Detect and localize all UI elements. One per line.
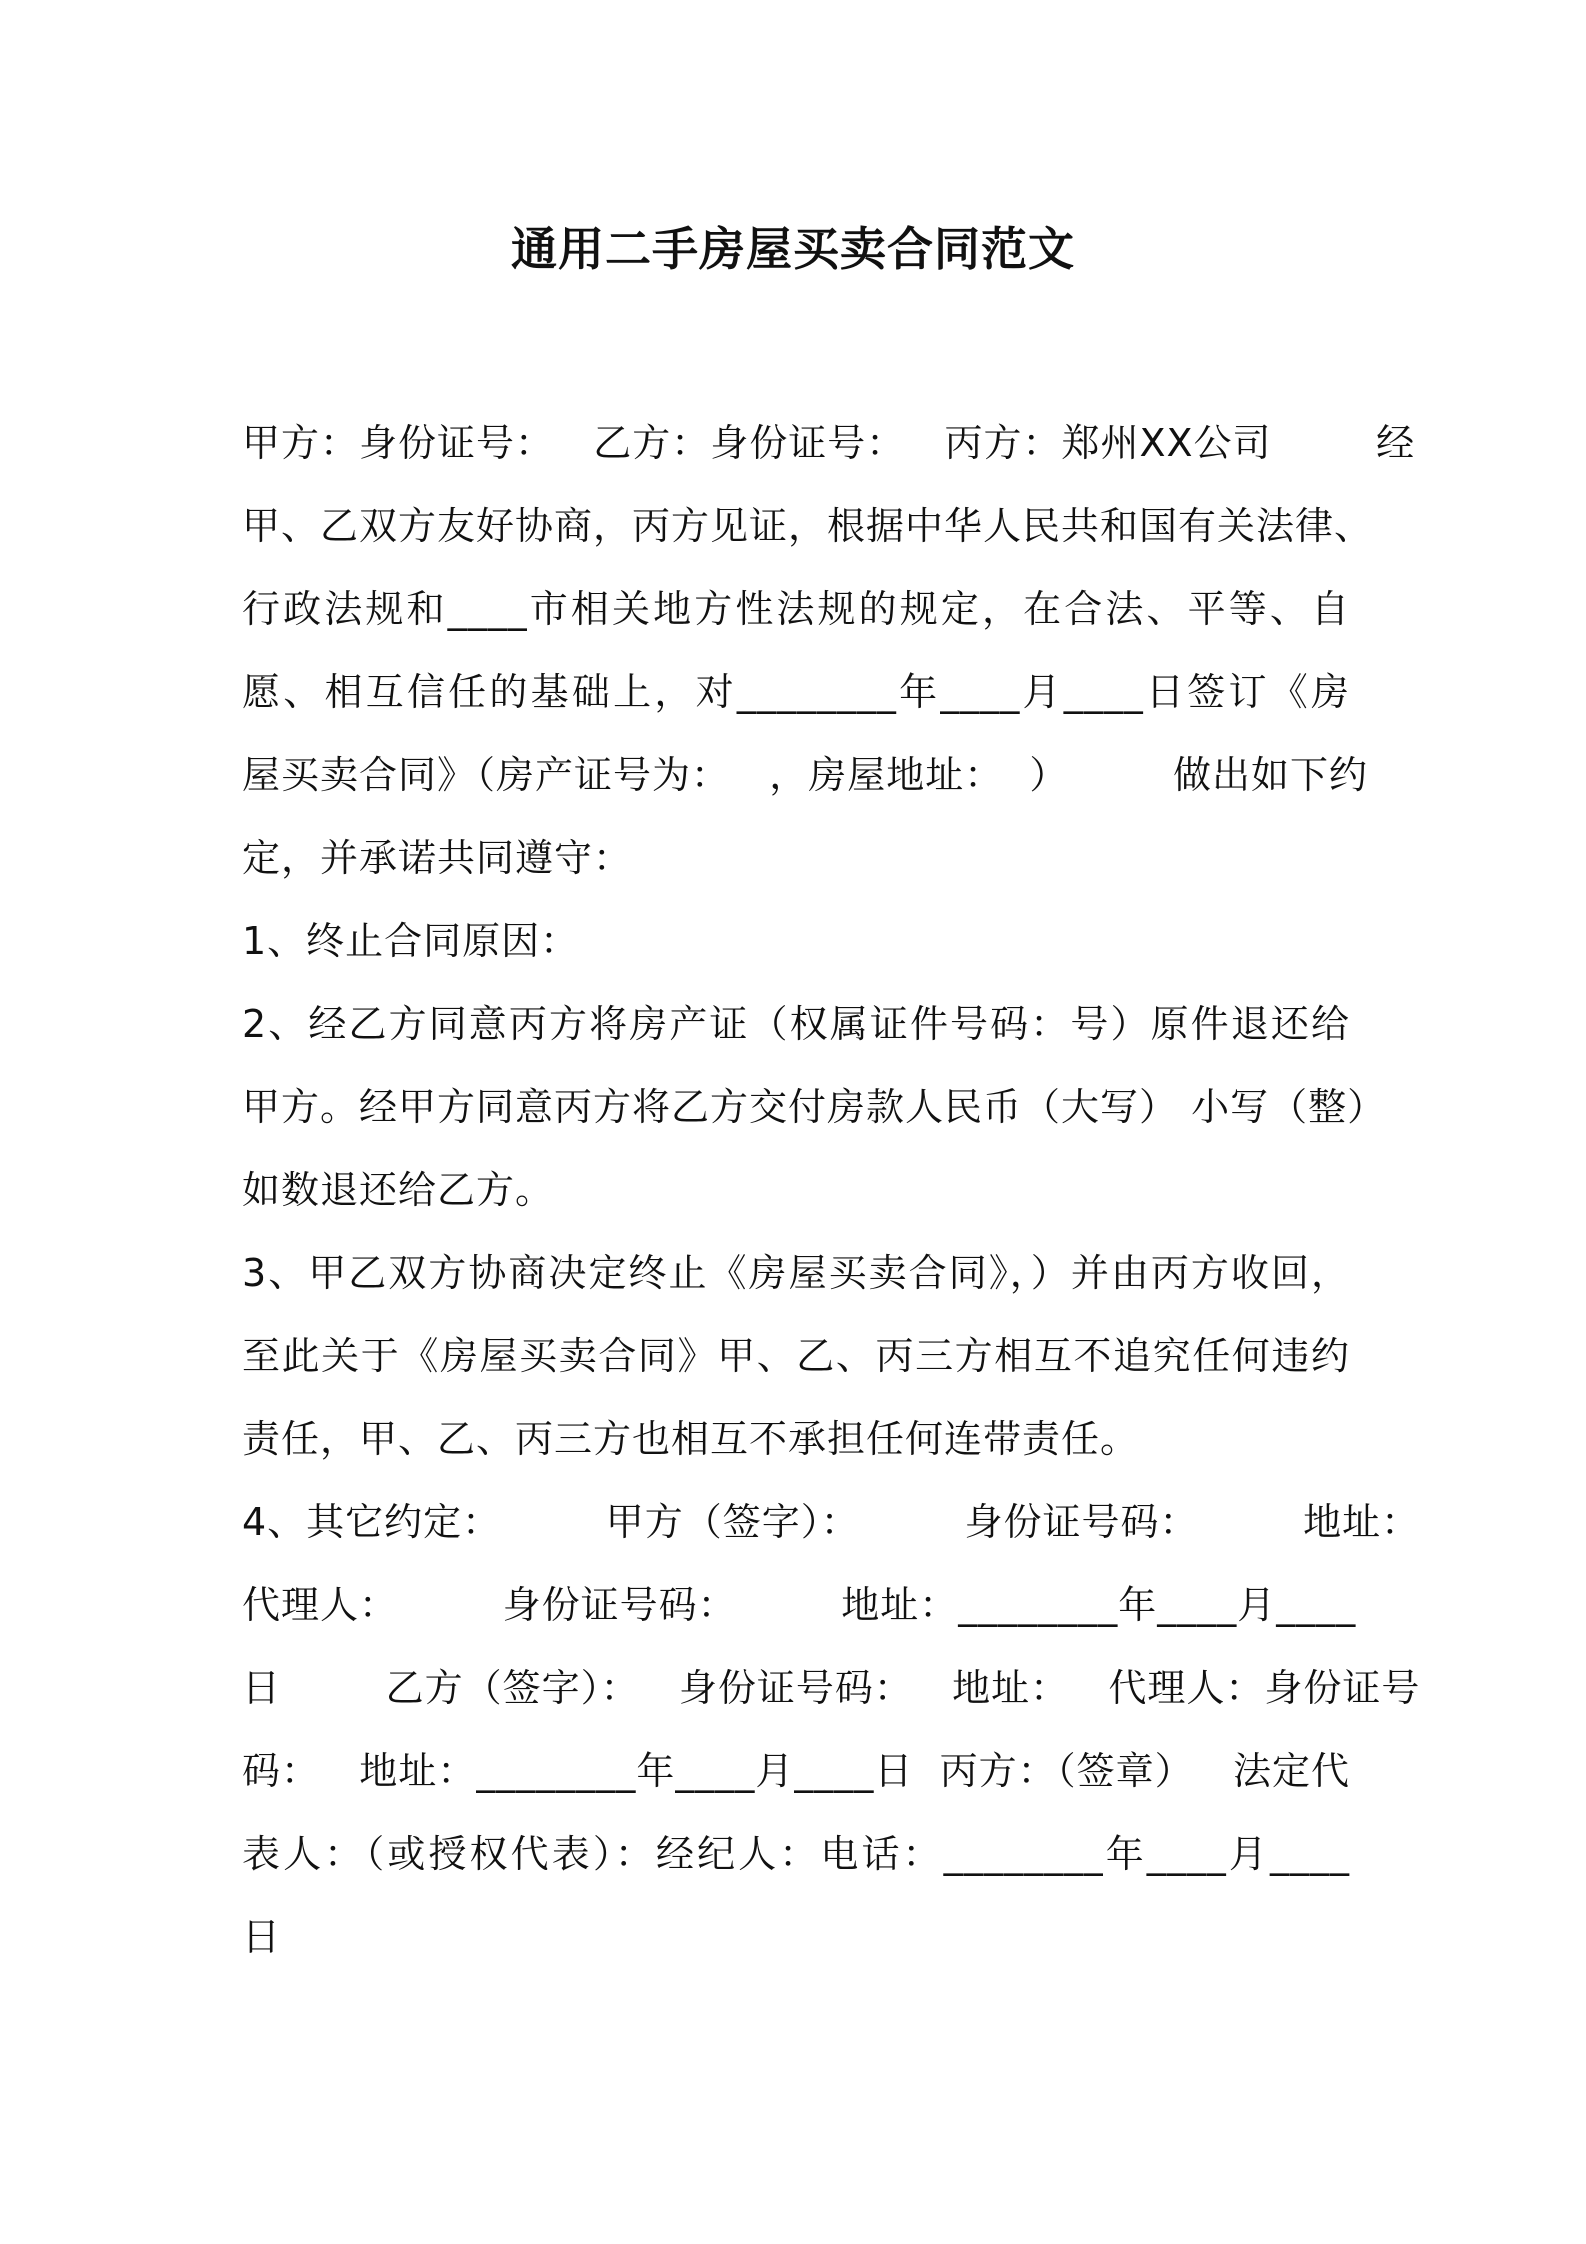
paragraph-line: 定，并承诺共同遵守： <box>242 836 633 880</box>
clause-3-line: 3、甲乙双方协商决定终止《房屋买卖合同》，）并由丙方收回， <box>242 1251 1350 1295</box>
signature-line: 日 乙方（签字）： 身份证号码： 地址： 代理人：身份证号 <box>242 1666 1421 1710</box>
clause-heading-1: 1、终止合同原因： <box>242 919 580 963</box>
paragraph-line: 行政法规和____市相关地方性法规的规定，在合法、平等、自 <box>242 587 1350 631</box>
paragraph-line: 愿、相互信任的基础上，对________年____月____日签订《房 <box>242 670 1350 714</box>
paragraph-line: 屋买卖合同》（房产证号为： ，房屋地址： ） 做出如下约 <box>242 753 1369 797</box>
clause-2-line: 甲方。经甲方同意丙方将乙方交付房款人民币（大写） 小写（整） <box>242 1085 1387 1129</box>
clause-2-line: 2、经乙方同意丙方将房产证（权属证件号码：号）原件退还给 <box>242 1002 1350 1046</box>
clause-3-line: 至此关于《房屋买卖合同》甲、乙、丙三方相互不追究任何违约 <box>242 1334 1350 1378</box>
clause-2-line: 如数退还给乙方。 <box>242 1168 555 1212</box>
document-body <box>242 402 1421 1979</box>
document-title: 通用二手房屋买卖合同范文 <box>511 222 1075 276</box>
clause-4-line: 4、其它约定： 甲方（签字）： 身份证号码： 地址： <box>242 1500 1421 1544</box>
signature-line: 码： 地址：________年____月____日 丙方：（签章） 法定代 <box>242 1749 1350 1793</box>
clause-3-line: 责任，甲、乙、丙三方也相互不承担任何连带责任。 <box>242 1417 1140 1461</box>
paragraph-line: 甲、乙双方友好协商，丙方见证，根据中华人民共和国有关法律、 <box>242 504 1374 548</box>
signature-line: 日 <box>242 1915 282 1959</box>
signature-line: 代理人： 身份证号码： 地址：________年____月____ <box>242 1583 1357 1627</box>
paragraph-line: 甲方：身份证号： 乙方：身份证号： 丙方：郑州XX公司 经 <box>242 421 1416 465</box>
signature-line: 表人：（或授权代表）：经纪人：电话：________年____月____ <box>242 1832 1350 1876</box>
